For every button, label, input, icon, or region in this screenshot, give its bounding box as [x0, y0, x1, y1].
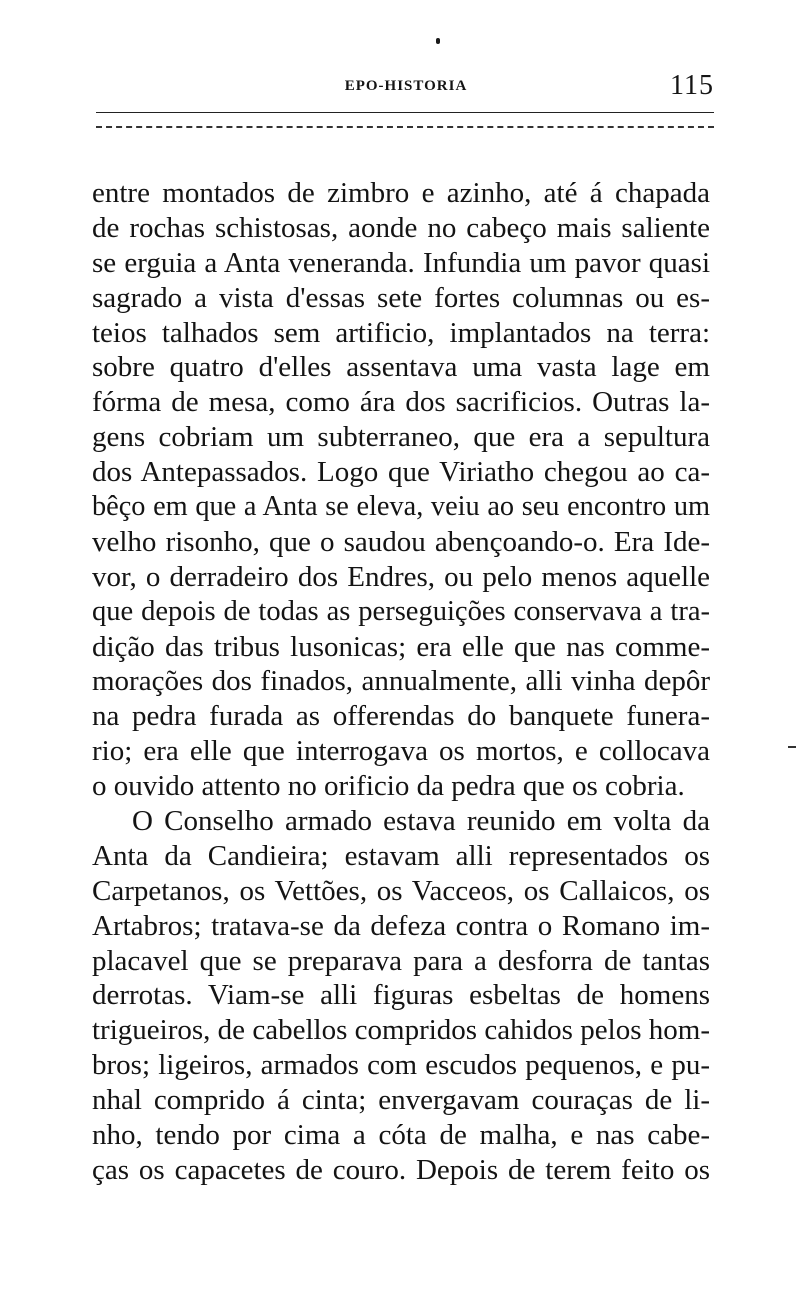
text-line: sagrado a vista d'essas sete fortes columnas ou es-	[92, 281, 710, 314]
text-line: dos Antepassados. Logo que Viriatho chegou ao ca-	[92, 456, 710, 489]
text-line: derrotas. Viam-se alli figuras esbeltas de homens	[92, 979, 710, 1012]
text-line: bros; ligeiros, armados com escudos pequenos, e pu-	[92, 1049, 710, 1082]
text-line: gens cobriam um subterraneo, que era a sepultura	[92, 421, 710, 454]
text-line: nhal comprido á cinta; envergavam couraças de li-	[92, 1084, 710, 1117]
page-header	[96, 64, 716, 104]
header-rule-bottom	[96, 126, 714, 128]
text-line: ças os capacetes de couro. Depois de terem feito os	[92, 1153, 710, 1186]
text-line: morações dos finados, annualmente, alli vinha depôr	[92, 665, 710, 698]
header-rule-top	[96, 112, 714, 113]
text-line: placavel que se preparava para a desforra de tantas	[92, 944, 710, 977]
ink-speck	[436, 38, 440, 44]
text-line: entre montados de zimbro e azinho, até á chapada	[92, 177, 710, 209]
text-line: Anta da Candieira; estavam alli representados os	[92, 839, 710, 872]
text-line: dição das tribus lusonicas; era elle que nas comme-	[92, 630, 710, 663]
text-line: de rochas schistosas, aonde no cabeço mais saliente	[92, 211, 710, 244]
page-number: 115	[670, 70, 714, 101]
body-text	[92, 176, 710, 1188]
text-line: vor, o derradeiro dos Endres, ou pelo menos aquelle	[92, 560, 710, 593]
text-line: fórma de mesa, como ára dos sacrificios. Outras la-	[92, 386, 710, 419]
text-line: Artabros; tratava-se da defeza contra o Romano im-	[92, 909, 710, 942]
text-line: rio; era elle que interrogava os mortos, e collocava	[92, 735, 710, 768]
text-line: bêço em que a Anta se eleva, veiu ao seu encontro um	[92, 491, 710, 523]
text-line: na pedra furada as offerendas do banquete funera-	[92, 700, 710, 733]
text-line: velho risonho, que o saudou abençoando-o. Era Ide-	[92, 525, 710, 558]
text-line: nho, tendo por cima a cóta de malha, e nas cabe-	[92, 1119, 710, 1152]
text-line: o ouvido attento no orificio da pedra que os cobria.	[92, 770, 685, 803]
text-line: Carpetanos, os Vettões, os Vacceos, os Callaicos, os	[92, 874, 710, 907]
text-line: teios talhados sem artificio, implantados na terra:	[92, 316, 710, 349]
running-head: EPO-HISTORIA	[344, 78, 468, 94]
text-line: sobre quatro d'elles assentava uma vasta lage em	[92, 351, 710, 384]
text-line: que depois de todas as perseguições conservava a tra-	[92, 595, 710, 627]
margin-mark	[788, 746, 796, 748]
text-line: se erguia a Anta veneranda. Infundia um pavor quasi	[92, 246, 710, 279]
text-line: trigueiros, de cabellos compridos cahidos pelos hom-	[92, 1014, 710, 1047]
text-line: O Conselho armado estava reunido em volta da	[132, 805, 710, 838]
